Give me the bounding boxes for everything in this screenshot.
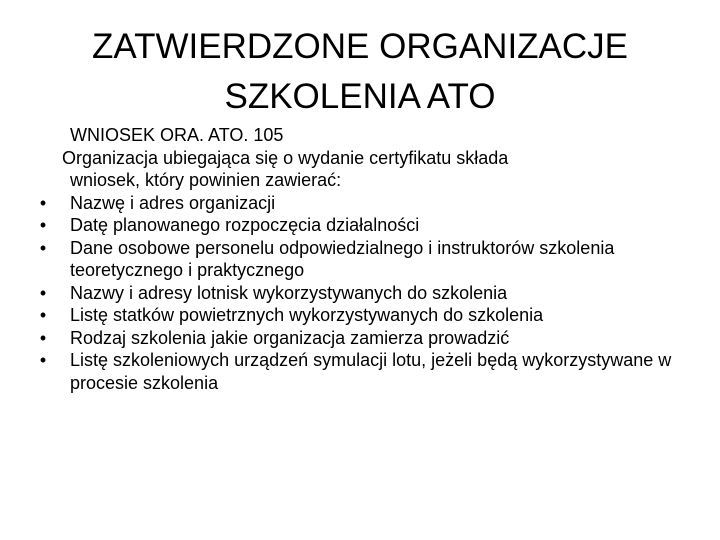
bullet-icon: • [39,305,47,325]
slide-title-line: SZKOLENIA ATO [224,77,496,116]
list-item-text: Rodzaj szkolenia jakie organizacja zamierza prowadzić [70,327,510,348]
bullet-icon: • [39,327,47,348]
list-item [36,304,706,327]
regulation-heading: WNIOSEK ORA. ATO. 105 [70,125,284,145]
list-item [36,327,706,350]
bullet-icon: • [39,237,47,258]
list-item-text: Datę planowanego rozpoczęcia działalności [70,215,420,235]
intro-text: Organizacja ubiegająca się o wydanie certyfikatu składa [62,147,509,168]
requirements-list [36,192,706,395]
slide-title [40,22,680,122]
bullet-icon: • [39,192,47,213]
bullet-icon: • [39,282,47,303]
list-item [36,237,706,282]
bullet-icon: • [39,350,47,370]
list-item [36,214,706,237]
list-item-text: Nazwę i adres organizacji [70,192,276,213]
list-item [36,192,706,215]
list-item-text: Listę szkoleniowych urządzeń symulacji lotu, jeżeli będą wykorzystywane w procesie szkolenia [70,350,672,393]
list-item [36,349,706,394]
list-item [36,282,706,305]
list-item-text: Listę statków powietrznych wykorzystywanych do szkolenia [70,305,544,325]
list-item-text: Dane osobowe personelu odpowiedzialnego i instruktorów szkolenia teoretycznego i praktycznego [70,237,615,280]
slide-title-line: ZATWIERDZONE ORGANIZACJE [91,27,629,66]
bullet-icon: • [39,215,47,235]
slide-body [36,124,706,394]
intro-text-continued: wniosek, który powinien zawierać: [70,170,342,190]
list-item-text: Nazwy i adresy lotnisk wykorzystywanych do szkolenia [70,282,508,303]
